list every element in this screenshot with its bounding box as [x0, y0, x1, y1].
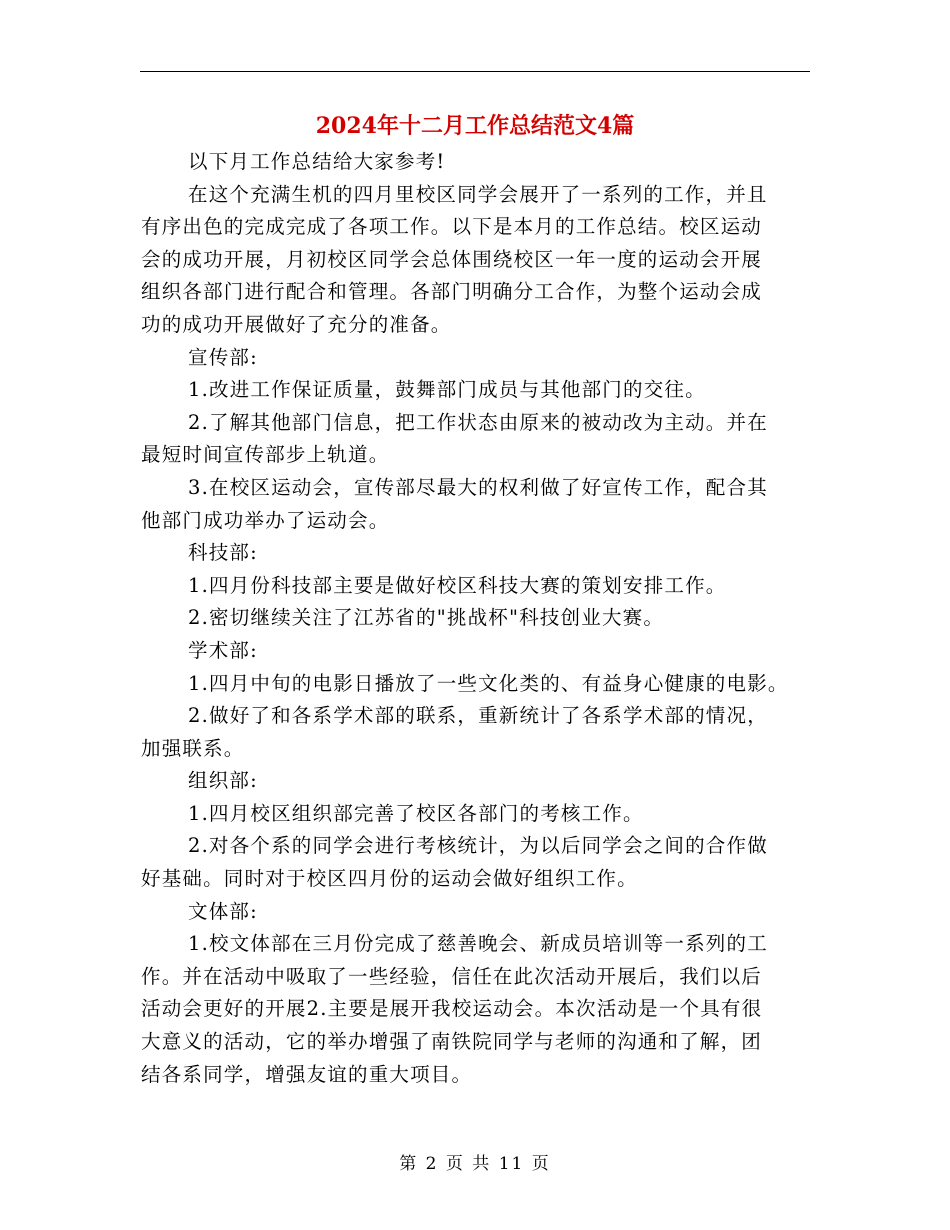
body-line: 功的成功开展做好了充分的准备。	[141, 312, 452, 336]
body-line: 1.四月份科技部主要是做好校区科技大赛的策划安排工作。	[188, 573, 727, 597]
body-line: 学术部:	[188, 638, 258, 662]
body-line: 好基础。同时对于校区四月份的运动会做好组织工作。	[141, 867, 638, 891]
body-line: 会的成功开展，月初校区同学会总体围绕校区一年一度的运动会开展	[141, 247, 763, 271]
body-line: 最短时间宣传部步上轨道。	[141, 443, 390, 467]
body-line: 1.改进工作保证质量，鼓舞部门成员与其他部门的交往。	[188, 378, 706, 402]
body-line: 科技部:	[188, 541, 258, 565]
body-line: 大意义的活动，它的举办增强了南铁院同学与老师的沟通和了解，团	[141, 1030, 763, 1054]
body-line: 2.对各个系的同学会进行考核统计，为以后同学会之间的合作做	[188, 834, 768, 858]
body-line: 1.校文体部在三月份完成了慈善晚会、新成员培训等一系列的工	[188, 932, 768, 956]
document-body	[141, 146, 811, 1091]
body-line: 作。并在活动中吸取了一些经验，信任在此次活动开展后，我们以后	[141, 964, 763, 988]
body-line: 2.了解其他部门信息，把工作状态由原来的被动改为主动。并在	[188, 410, 768, 434]
body-line: 他部门成功举办了运动会。	[141, 508, 390, 532]
body-line: 加强联系。	[141, 736, 245, 760]
body-line: 1.四月校区组织部完善了校区各部门的考核工作。	[188, 801, 644, 825]
body-line: 2.密切继续关注了江苏省的"挑战杯"科技创业大赛。	[188, 606, 665, 630]
body-line: 以下月工作总结给大家参考!	[188, 150, 446, 173]
body-line: 3.在校区运动会，宣传部尽最大的权利做了好宣传工作，配合其	[188, 475, 768, 499]
page-footer: 第 2 页 共 11 页	[399, 1154, 551, 1174]
body-line: 结各系同学，增强友谊的重大项目。	[141, 1062, 473, 1086]
body-line: 在这个充满生机的四月里校区同学会展开了一系列的工作，并且	[188, 182, 768, 206]
body-line: 2.做好了和各系学术部的联系，重新统计了各系学术部的情况，	[188, 704, 768, 728]
header-rule	[140, 71, 810, 72]
document-title: 2024年十二月工作总结范文4篇	[315, 113, 635, 139]
body-line: 1.四月中旬的电影日播放了一些文化类的、有益身心健康的电影。	[188, 671, 789, 695]
body-line: 活动会更好的开展2.主要是展开我校运动会。本次活动是一个具有很	[141, 997, 763, 1021]
body-line: 组织各部门进行配合和管理。各部门明确分工合作，为整个运动会成	[141, 280, 763, 304]
body-line: 有序出色的完成完成了各项工作。以下是本月的工作总结。校区运动	[141, 215, 763, 239]
body-line: 组织部:	[188, 769, 258, 793]
body-line: 宣传部:	[188, 345, 258, 369]
body-line: 文体部:	[188, 899, 258, 923]
